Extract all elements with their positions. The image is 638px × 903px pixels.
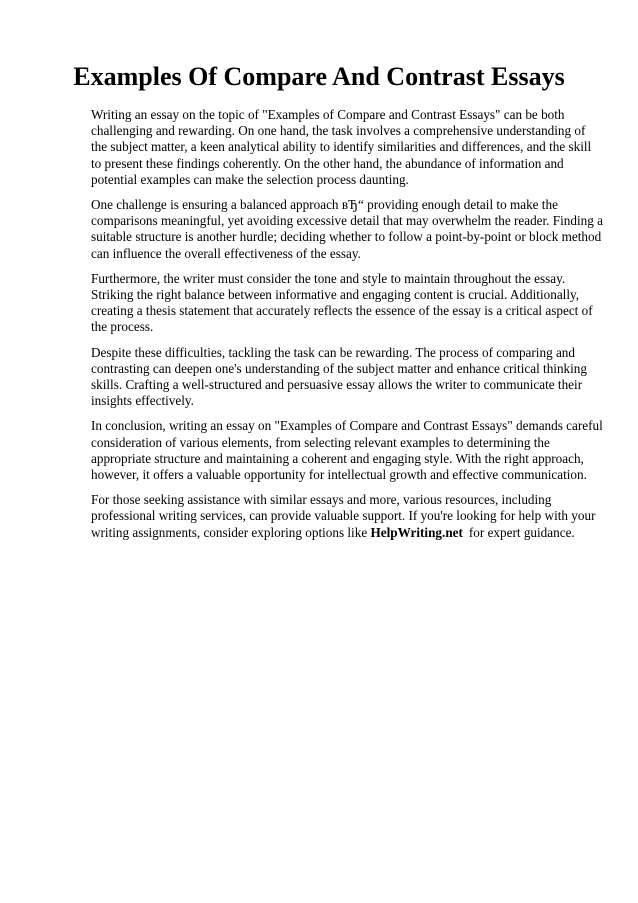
paragraph-rewarding: Despite these difficulties, tackling the task can be rewarding. The process of comparing and contrasting can deepen one's understanding of the subject matter and enhance critical thinking skills. Crafting a well-structured and persuasive essay allows the writer to communicate their insights effectively. (91, 344, 587, 409)
paragraph-assistance (91, 492, 603, 541)
paragraph-conclusion: In conclusion, writing an essay on "Examples of Compare and Contrast Essays" demands careful consideration of various elements, from selecting relevant examples to determining the appropriate structure and maintaining a coherent and engaging style. With the right approach, however, it offers a valuable opportunity for intellectual growth and effective communication. (91, 418, 603, 483)
paragraph-challenge: One challenge is ensuring a balanced approach вЂ“ providing enough detail to make the comparisons meaningful, yet avoiding excessive detail that may overwhelm the reader. Finding a suitable structure is another hurdle; deciding whether to follow a point-by-point or block method can influence the overall effectiveness of the essay. (91, 197, 603, 261)
document-title: Examples Of Compare And Contrast Essays (73, 62, 565, 91)
paragraph-tone-style: Furthermore, the writer must consider the tone and style to maintain throughout the essay. Striking the right balance between informative and engaging content is crucial. Additionally, creating a thesis statement that accurately reflects the essence of the essay is a critical aspect of the process. (91, 270, 593, 335)
helpwriting-link[interactable]: HelpWriting.net (370, 524, 463, 540)
paragraph-intro: Writing an essay on the topic of "Examples of Compare and Contrast Essays" can be both challenging and rewarding. On one hand, the task involves a comprehensive understanding of the subject matter, a keen analytical ability to identify similarities and differences, and the skill to present these findings coherently. On the other hand, the abundance of information and potential examples can make the selection process daunting. (91, 107, 592, 187)
assistance-text: For those seeking assistance with similar essays and more, various resources, including professional writing services, can provide valuable support. If you're looking for help with your writing assignments, consider exploring options like (91, 492, 596, 540)
document-body (91, 107, 603, 550)
assistance-text-end: for expert guidance. (468, 524, 575, 540)
